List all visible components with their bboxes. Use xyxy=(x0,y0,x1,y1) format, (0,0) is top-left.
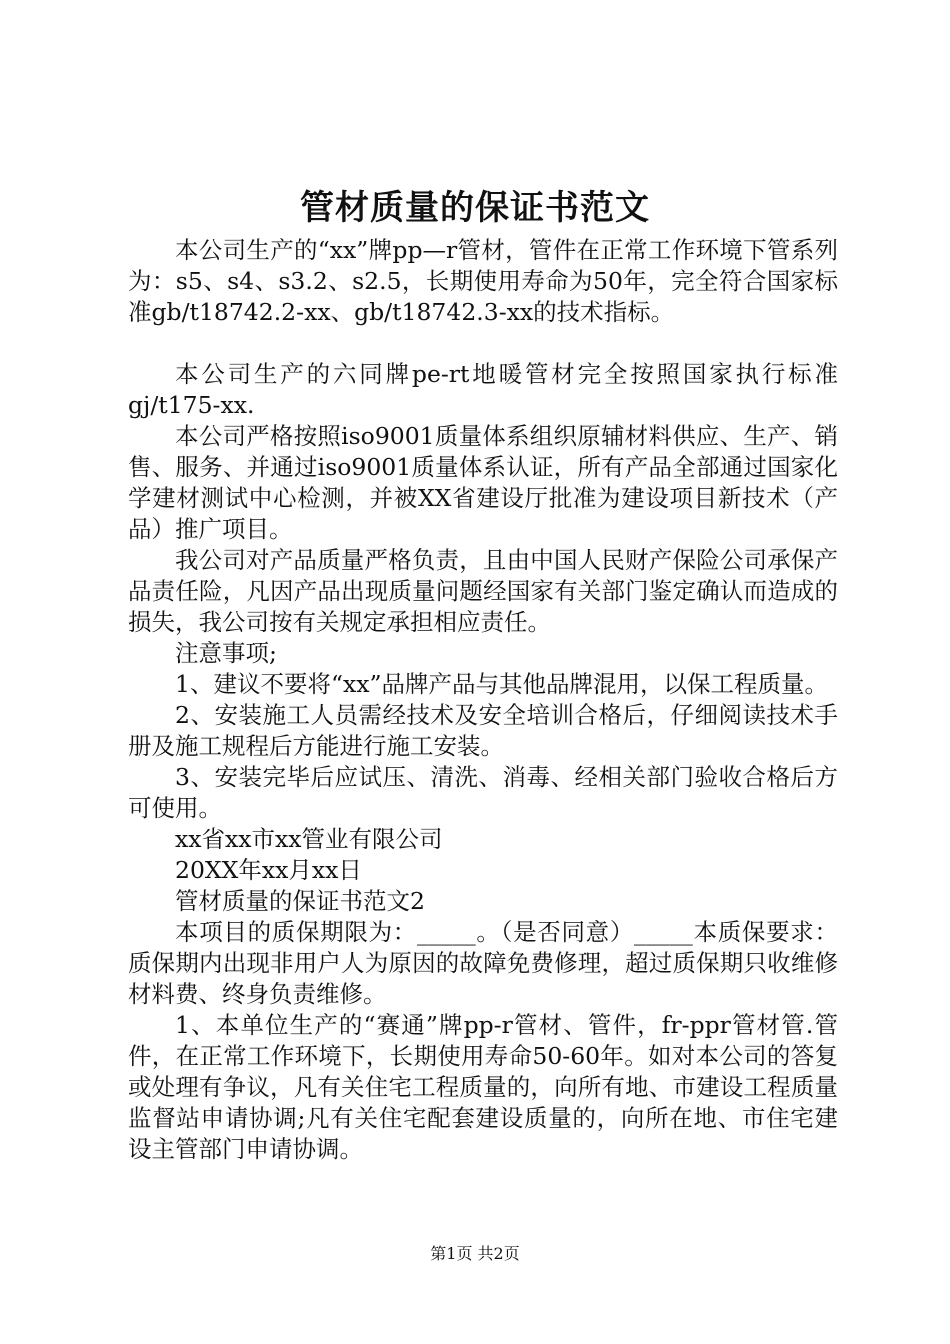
signature-date: 20XX年xx月xx日 xyxy=(175,856,362,884)
paragraph-spacer xyxy=(128,328,838,359)
paragraph-pert-standard: 本公司生产的六同牌pe-rt地暖管材完全按照国家执行标准gj/t175-xx. xyxy=(128,360,838,419)
page-footer: 第1页 共2页 xyxy=(430,1244,520,1263)
paragraph-notes-heading: 注意事项; xyxy=(175,639,277,667)
paragraph-warranty-intro: 本公司生产的“xx”牌pp—r管材，管件在正常工作环境下管系列为：s5、s4、s3.2、s2.5，长期使用寿命为50年，完全符合国家标准gb/t18742.2-xx、gb/t18742.3-xx的技术指标。 xyxy=(128,236,838,326)
company-signature: xx省xx市xx管业有限公司 xyxy=(175,825,443,853)
paragraph-warranty-period: 本项目的质保期限为：_____。（是否同意）_____本质保要求：质保期内出现非用户人为原因的故障免费修理，超过质保期只收维修材料费、终身负责维修。 xyxy=(128,918,838,1008)
section-title-2: 管材质量的保证书范文2 xyxy=(175,887,425,915)
document-title: 管材质量的保证书范文 xyxy=(300,188,650,228)
paragraph-note-3: 3、安装完毕后应试压、清洗、消毒、经相关部门验收合格后方可使用。 xyxy=(128,763,838,822)
paragraph-liability-insurance: 我公司对产品质量严格负责，且由中国人民财产保险公司承保产品责任险，凡因产品出现质量问题经国家有关部门鉴定确认而造成的损失，我公司按有关规定承担相应责任。 xyxy=(128,546,838,636)
paragraph-note-2: 2、安装施工人员需经技术及安全培训合格后，仔细阅读技术手册及施工规程后方能进行施工安装。 xyxy=(128,701,838,760)
paragraph-product-lifetime: 1、本单位生产的“赛通”牌pp-r管材、管件，fr-ppr管材管.管件，在正常工作环境下，长期使用寿命50-60年。如对本公司的答复或处理有争议，凡有关住宅工程质量的，向所有地、市建设工程质量监督站申请协调;凡有关住宅配套建设质量的，向所在地、市住宅建设主管部门申请协调。 xyxy=(128,1011,838,1163)
paragraph-note-1: 1、建议不要将“xx”品牌产品与其他品牌混用，以保工程质量。 xyxy=(175,670,828,698)
paragraph-iso-certification: 本公司严格按照iso9001质量体系组织原辅材料供应、生产、销售、服务、并通过iso9001质量体系认证，所有产品全部通过国家化学建材测试中心检测，并被XX省建设厅批准为建设项目新技术（产品）推广项目。 xyxy=(128,422,838,543)
document-body xyxy=(128,235,838,1165)
